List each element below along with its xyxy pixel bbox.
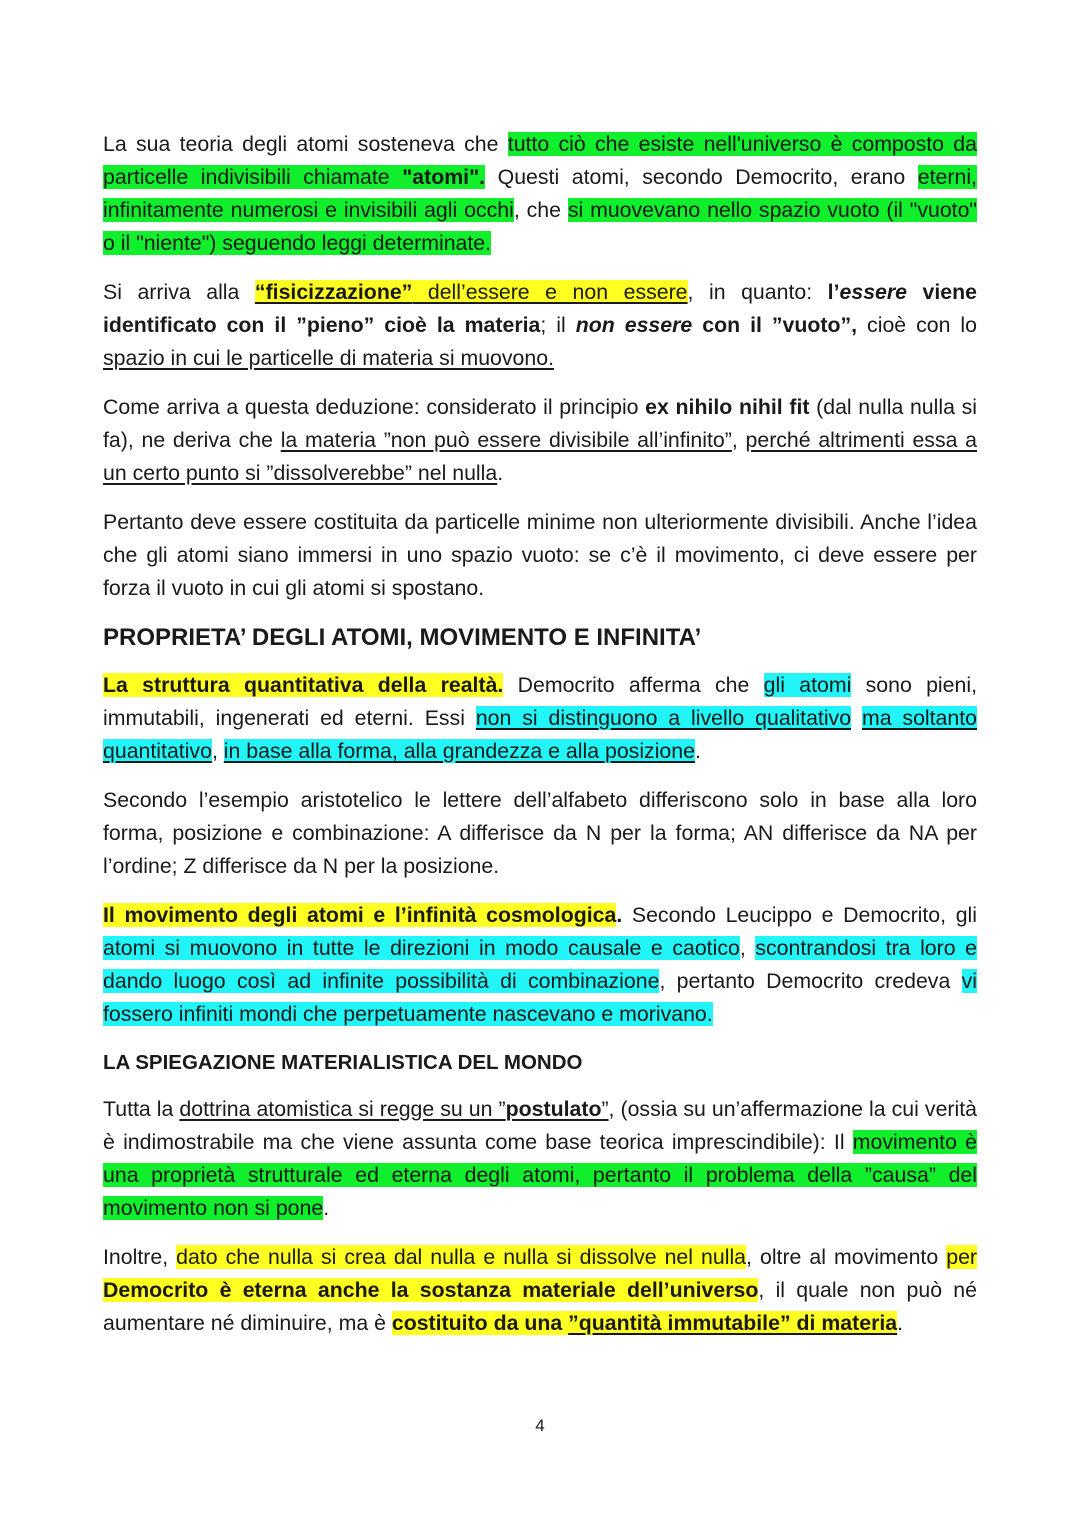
paragraph-quantitative-structure [103,669,977,768]
text: Secondo Leucippo e Democrito, gli [622,903,977,927]
highlight-yellow-bold-underline: ”quantità immutabile” di materia [568,1311,898,1335]
paragraph-postulate [103,1093,977,1225]
page-number: 4 [535,1416,545,1435]
highlight-green: movimento è una proprietà strutturale ed eterna degli atomi, pertanto il problema della ”causa” del movimento non si pone [103,1130,978,1220]
text: , oltre al movimento [746,1245,947,1269]
text: , pertanto Democrito credeva [659,969,962,993]
text: . [694,739,701,763]
highlight-yellow-bold: Il movimento degli atomi e l’infinità cosmologica [103,903,617,927]
highlight-yellow-bold: costituito da una [391,1311,569,1335]
highlight-green: eterni, infinitamente numerosi e invisibili agli occhi [103,165,977,222]
paragraph-eternal-substance [103,1241,977,1340]
bold-text: con il ”vuoto”, [692,313,858,337]
text: . [497,461,504,485]
text: Si arriva alla [103,280,255,304]
highlight-yellow-bold: Democrito è eterna anche la sostanza materiale dell’universo [103,1278,759,1302]
paragraph-vacuum: Pertanto deve essere costituita da particelle minime non ulteriormente divisibili. Anche l’idea che gli atomi siano immersi in uno spazio vuoto: se c’è il movimento, ci deve essere per forza il vuoto in cui gli atomi si spostano. [103,510,977,600]
highlight-cyan: scontrandosi tra loro e dando luogo così ad infinite possibilità di combinazione [103,936,977,993]
highlight-yellow-bold-underline: “fisicizzazione” [254,280,413,304]
bold-italic-text: essere [839,280,908,304]
underlined-text: dottrina atomistica si regge su un ” [179,1097,506,1121]
highlight-cyan: vi fossero infiniti mondi che perpetuamente nascevano e morivano. [103,969,978,1026]
highlight-yellow: per [946,1245,977,1269]
underlined-text: ” [601,1097,609,1121]
bold-text: viene identificato con il ”pieno” cioè la materia [103,280,977,337]
paragraph-movement [103,899,977,1031]
text: , [731,428,746,452]
bold-text: ex nihilo nihil fit [645,395,810,419]
underlined-text: perché altrimenti essa a un certo punto si ”dissolverebbe” nel nulla [103,428,977,485]
paragraph-alphabet-example: Secondo l’esempio aristotelico le lettere dell’alfabeto differiscono solo in base alla loro forma, posizione e combinazione: A differisce da N per la forma; AN differisce da NA per l’ordine; Z differisce da N per la posizione. [103,788,977,878]
text: , il quale non può né aumentare né diminuire, ma è [103,1278,977,1335]
underlined-text: spazio in cui le particelle di materia si muovono. [103,346,554,370]
highlight-cyan: atomi si muovono in tutte le direzioni in modo causale e caotico [103,936,740,960]
text: sono pieni, immutabili, ingenerati ed eterni. Essi [103,673,977,730]
text: Questi atomi, secondo Democrito, erano [485,165,918,189]
bold-text: l’ [827,280,840,304]
highlight-cyan-underline: ma soltanto quantitativo [103,706,978,763]
text: (dal nulla nulla si fa), ne deriva che [103,395,977,452]
paragraph-atom-theory [103,128,977,260]
highlight-green: si muovevano nello spazio vuoto (il "vuoto" o il "niente") seguendo leggi determinate. [103,198,977,255]
highlight-yellow-underline: dell’essere e non essere [412,280,688,304]
highlight-cyan-underline: in base alla forma, alla grandezza e alla posizione [223,739,695,763]
heading-atom-properties: PROPRIETA’ DEGLI ATOMI, MOVIMENTO E INFINITA’ [103,624,702,651]
heading-materialistic-explanation: LA SPIEGAZIONE MATERIALISTICA DEL MONDO [103,1051,583,1074]
highlight-yellow-bold: La struttura quantitativa della realtà. [103,673,504,697]
text: ; il [540,313,576,337]
text: Democrito afferma che [503,673,764,697]
text: , in quanto: [687,280,828,304]
text [851,706,862,730]
page-content [103,128,977,1356]
bold-italic-text: non essere [575,313,693,337]
text: Inoltre, [103,1245,177,1269]
text: , [739,936,756,960]
underlined-text: la materia ”non può essere divisibile all’infinito” [280,428,732,452]
highlight-cyan: gli atomi [763,673,852,697]
text: Tutta la [103,1097,180,1121]
bold-underlined-text: postulato [505,1097,602,1121]
highlight-cyan-underline: non si distinguono a livello qualitativo [475,706,852,730]
text: . [323,1196,330,1220]
bold-text: . [616,903,623,927]
text: La sua teoria degli atomi sosteneva che [103,132,508,156]
text: , [211,739,224,763]
paragraph-deduction [103,391,977,490]
text: Come arriva a questa deduzione: considerato il principio [103,395,646,419]
paragraph-fisicizzazione [103,276,977,375]
highlight-green: tutto ciò che esiste nell'universo è composto da particelle indivisibili chiamate [103,132,978,189]
highlight-yellow: dato che nulla si crea dal nulla e nulla si dissolve nel nulla [176,1245,747,1269]
text: cioè con lo [857,313,977,337]
text: . [897,1311,904,1335]
text: , (ossia su un’affermazione la cui verità è indimostrabile ma che viene assunta come base teorica imprescindibile): Il [103,1097,977,1154]
highlight-green-bold: "atomi". [402,165,486,189]
text: , che [513,198,568,222]
